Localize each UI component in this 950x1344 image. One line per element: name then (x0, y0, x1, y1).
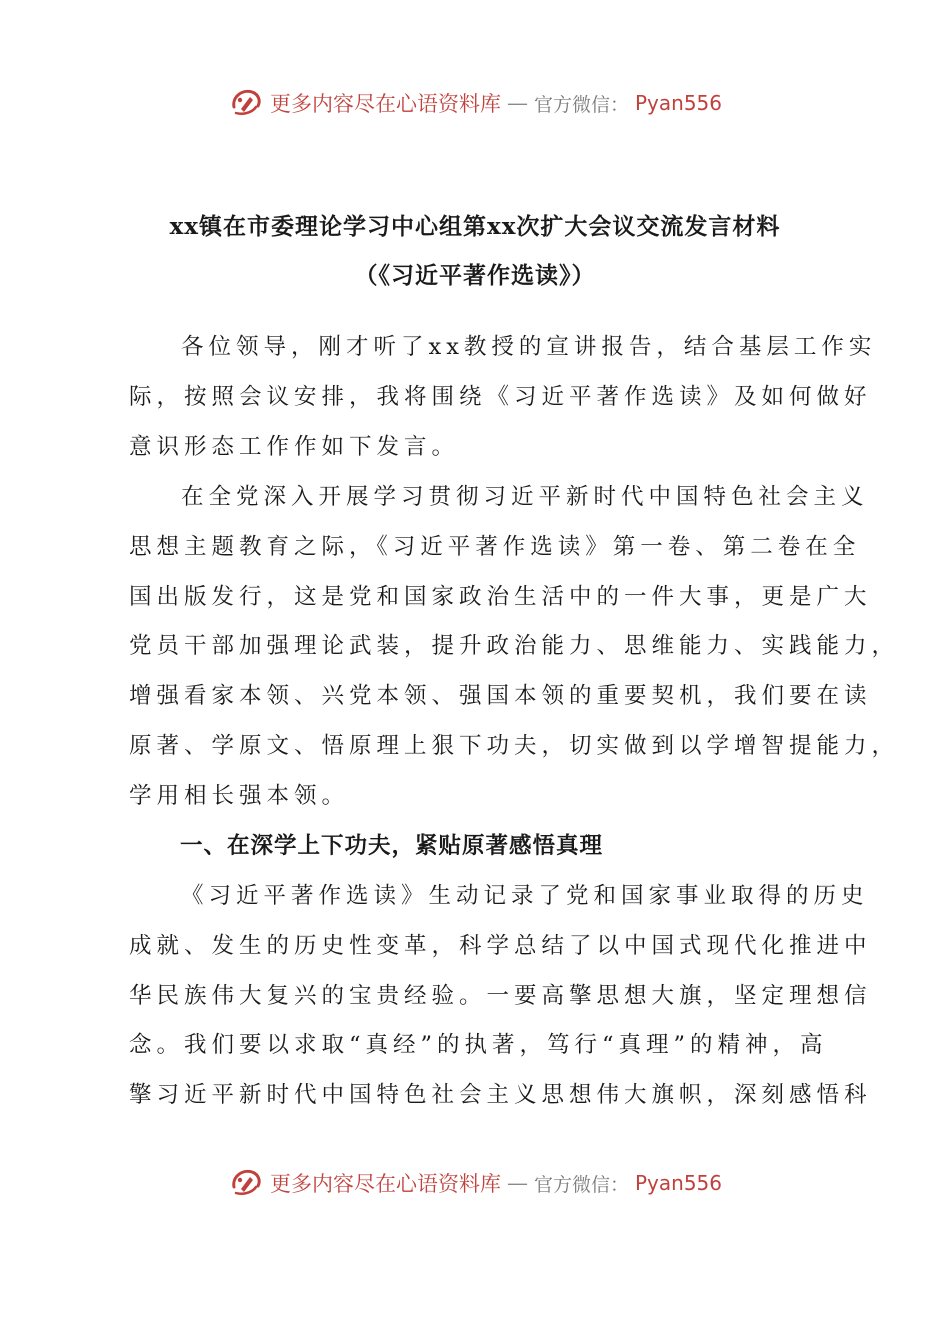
pen-nib-swirl-logo-icon (228, 1165, 264, 1201)
paragraph-opening (129, 323, 877, 472)
wechat-label: 官方微信： (533, 1173, 629, 1196)
paragraph-section-1 (129, 872, 872, 1121)
wechat-label: 官方微信： (533, 93, 629, 116)
wechat-id: Pyan556 (635, 91, 723, 115)
paragraph-line: 华民族伟大复兴的宝贵经验。一要高擎思想大旗，坚定理想信 (129, 982, 872, 1009)
pen-nib-swirl-logo-icon (228, 85, 264, 121)
paragraph-line: 各位领导，刚才听了xx教授的宣讲报告，结合基层工作实 (181, 334, 877, 360)
banner-separator: — (506, 91, 528, 115)
paragraph-line: 学用相长强本领。 (129, 782, 350, 809)
paragraph-line: 国出版发行，这是党和国家政治生活中的一件大事，更是广大 (129, 583, 872, 610)
paragraph-line: 际，按照会议安排，我将围绕《习近平著作选读》及如何做好 (129, 383, 872, 410)
promo-text: 更多内容尽在心语资料库 (269, 92, 501, 116)
banner-separator: — (506, 1171, 528, 1195)
footer-watermark-banner (0, 1163, 950, 1203)
paragraph-context (129, 473, 900, 822)
paragraph-line: 党员干部加强理论武装，提升政治能力、思维能力、实践能力， (129, 633, 900, 660)
paragraph-line: 擎习近平新时代中国特色社会主义思想伟大旗帜，深刻感悟科 (129, 1082, 872, 1109)
paragraph-line: 成就、发生的历史性变革，科学总结了以中国式现代化推进中 (129, 932, 872, 959)
promo-text: 更多内容尽在心语资料库 (269, 1172, 501, 1196)
paragraph-line: 思想主题教育之际，《习近平著作选读》第一卷、第二卷在全 (129, 533, 861, 560)
wechat-id: Pyan556 (635, 1171, 723, 1195)
paragraph-line: 原著、学原文、悟原理上狠下功夫，切实做到以学增智提能力， (129, 732, 900, 759)
paragraph-line: 增强看家本领、兴党本领、强国本领的重要契机，我们要在读 (129, 683, 872, 710)
paragraph-line: 意识形态工作作如下发言。 (129, 433, 460, 460)
document-subtitle: （《习近平著作选读》） (354, 262, 596, 289)
paragraph-line: 《习近平著作选读》生动记录了党和国家事业取得的历史 (181, 883, 869, 909)
paragraph-line: 念。我们要以求取“真经”的执著，笃行“真理”的精神，高 (129, 1032, 828, 1059)
paragraph-line: 在全党深入开展学习贯彻习近平新时代中国特色社会主义 (181, 484, 869, 510)
header-watermark-banner (0, 83, 950, 123)
section-heading-1: 一、在深学上下功夫，紧贴原著感悟真理 (180, 833, 604, 859)
document-title: xx镇在市委理论学习中心组第xx次扩大会议交流发言材料 (169, 213, 781, 240)
